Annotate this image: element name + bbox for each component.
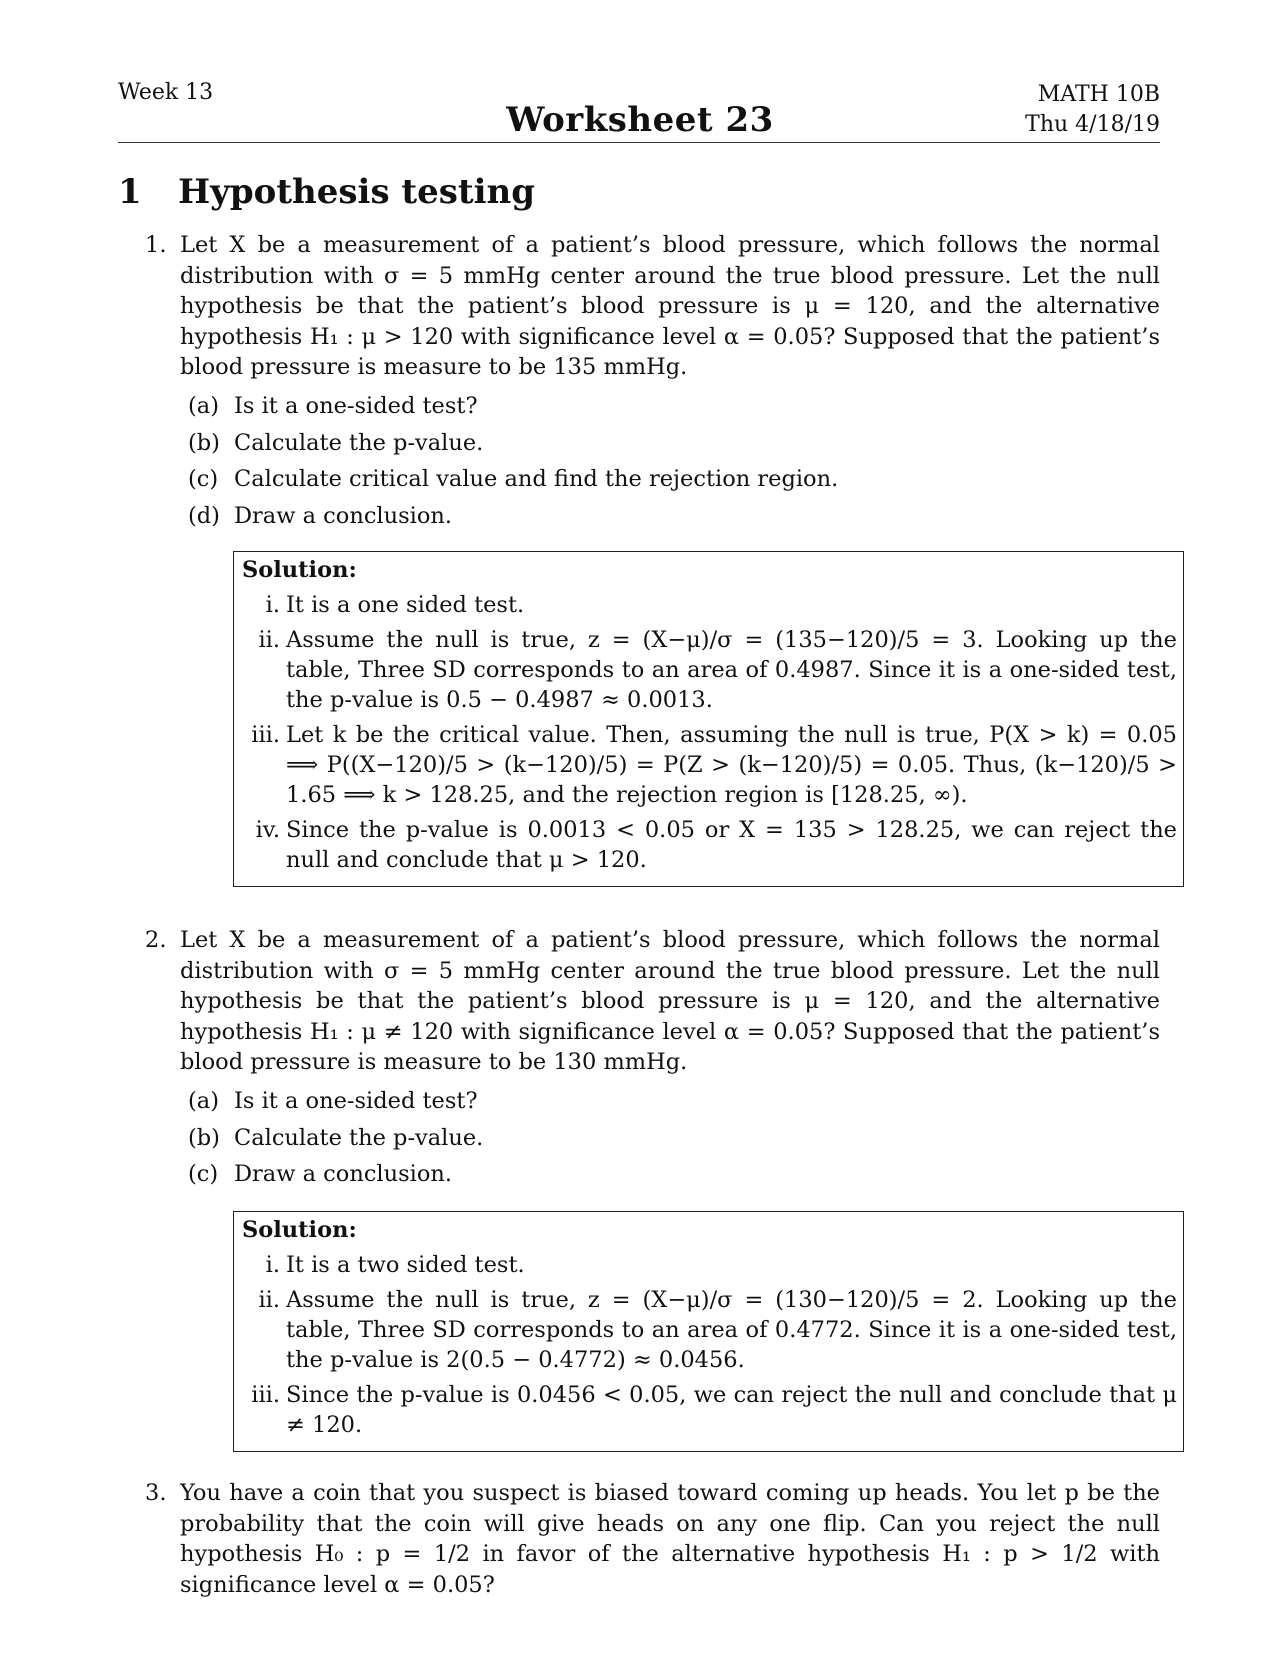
week-label: Week 13 xyxy=(118,80,214,105)
header-rule xyxy=(118,142,1160,143)
problem-number: 3. xyxy=(145,1480,167,1506)
section-number: 1 xyxy=(118,172,142,212)
course-info xyxy=(1025,80,1160,140)
section-title: Hypothesis testing xyxy=(178,172,536,212)
problem-text: Let X be a measurement of a patient’s blood pressure, which follows the normal distribution with σ = 5 mmHg center around the true blood pressure. Let the null hypothesis be that the patient’s blood pressure is μ = 120, and the alternative hypothesis H₁ : μ > 120 with significance level α = 0.05? Supposed that the patient’s blood pressure is measure to be 135 mmHg. xyxy=(180,232,1160,380)
page-title: Worksheet 23 xyxy=(506,100,774,140)
list-item: (d) Draw a conclusion. xyxy=(188,502,453,529)
solution-item: iv. Since the p-value is 0.0013 < 0.05 or X = 135 > 128.25, we can reject the null and conclude that μ > 120. xyxy=(255,817,1185,873)
solution-item: ii. Assume the null is true, z = (X−μ)/σ = (135−120)/5 = 3. Looking up the table, Three SD corresponds to an area of 0.4987. Since it is a one-sided test, the p-value is 0.5 − 0.4987 ≈ 0.0013. xyxy=(258,627,1185,713)
problem-text: Let X be a measurement of a patient’s blood pressure, which follows the normal distribution with σ = 5 mmHg center around the true blood pressure. Let the null hypothesis be that the patient’s blood pressure is μ = 120, and the alternative hypothesis H₁ : μ ≠ 120 with significance level α = 0.05? Supposed that the patient’s blood pressure is measure to be 130 mmHg. xyxy=(180,927,1160,1075)
list-item: (b) Calculate the p-value. xyxy=(188,429,484,456)
list-item: (c) Calculate critical value and find the rejection region. xyxy=(188,466,839,492)
problem-2-parts xyxy=(188,1083,483,1193)
problem-text: You have a coin that you suspect is biased toward coming up heads. You let p be the probability that the coin will give heads on any one flip. Can you reject the null hypothesis H₀ : p = 1/2 in favor of the alternative hypothesis H₁ : p > 1/2 with significance level α = 0.05? xyxy=(180,1480,1160,1598)
problem-2 xyxy=(145,925,1160,1078)
solution-item: iii. Since the p-value is 0.0456 < 0.05, we can reject the null and conclude that μ ≠ 120. xyxy=(251,1382,1185,1438)
problem-1 xyxy=(145,230,1160,383)
solution-item: i. It is a one sided test. xyxy=(265,592,525,618)
solution-title: Solution: xyxy=(242,557,357,583)
solution-box-1 xyxy=(233,551,1184,887)
solution-title: Solution: xyxy=(242,1217,357,1243)
problem-number: 1. xyxy=(145,232,167,258)
section-heading xyxy=(118,172,535,212)
list-item: (a) Is it a one-sided test? xyxy=(188,393,478,419)
course-code: MATH 10B xyxy=(1037,82,1160,107)
solution-box-2 xyxy=(233,1211,1184,1452)
solution-item: i. It is a two sided test. xyxy=(265,1252,525,1278)
list-item: (b) Calculate the p-value. xyxy=(188,1124,484,1151)
list-item: (c) Draw a conclusion. xyxy=(188,1161,453,1187)
problem-1-parts xyxy=(188,388,838,534)
problem-number: 2. xyxy=(145,927,167,953)
list-item: (a) Is it a one-sided test? xyxy=(188,1088,478,1114)
solution-item: ii. Assume the null is true, z = (X−μ)/σ = (130−120)/5 = 2. Looking up the table, Three SD corresponds to an area of 0.4772. Since it is a one-sided test, the p-value is 2(0.5 − 0.4772) ≈ 0.0456. xyxy=(258,1287,1185,1373)
solution-item: iii. Let k be the critical value. Then, assuming the null is true, P(X > k) = 0.05 ⟹ P((X−120)/5 > (k−120)/5) = P(Z > (k−120)/5) = 0.05. Thus, (k−120)/5 > 1.65 ⟹ k > 128.25, and the rejection region is [128.25, ∞). xyxy=(251,722,1185,808)
course-date: Thu 4/18/19 xyxy=(1025,112,1160,137)
problem-3 xyxy=(145,1478,1160,1600)
